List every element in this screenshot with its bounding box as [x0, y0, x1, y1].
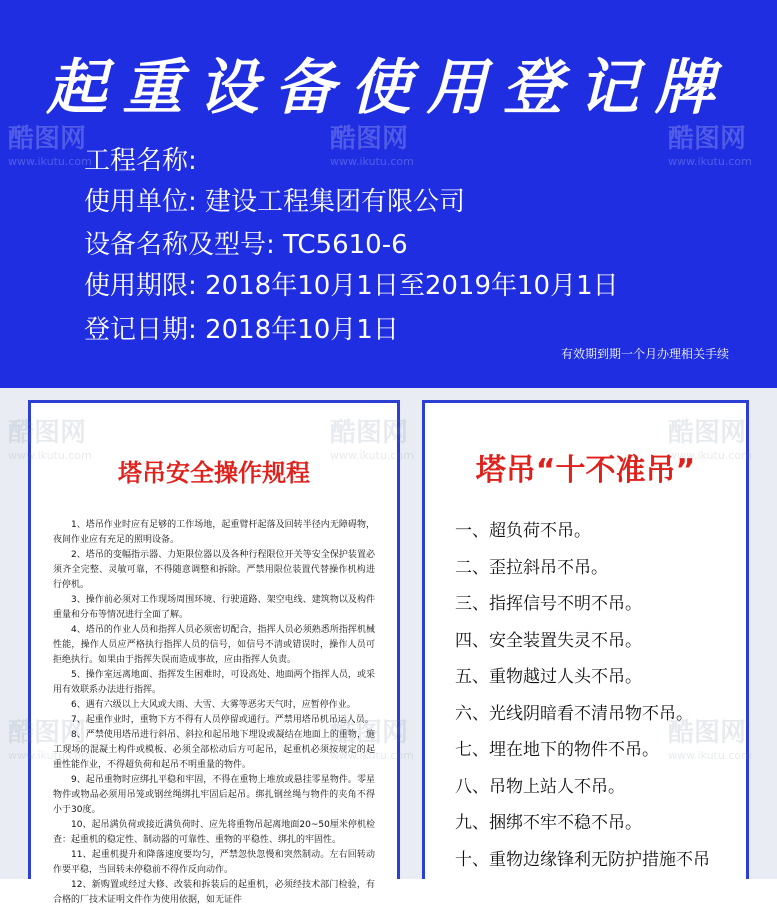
- watermark-text: 酷图网: [668, 124, 747, 154]
- watermark-url: www.ikutu.com: [668, 155, 752, 168]
- period-line: 使用期限: 2018年10月1日至2019年10月1日: [84, 271, 619, 301]
- register-date-line: 登记日期: 2018年10月1日: [84, 315, 399, 345]
- prohibition-item: 九、捆绑不牢不稳不吊。: [455, 813, 642, 833]
- prohibition-item: 二、歪拉斜吊不吊。: [455, 557, 608, 578]
- ten-prohibitions-title: 塔吊“十不准吊”: [475, 453, 696, 488]
- rule-item: 3、操作前必须对工作现场周围环境、行驶道路、架空电线、建筑物以及构件重量和分布等情况进行全面了解。: [53, 595, 375, 620]
- safety-rules-list: [53, 518, 375, 908]
- rule-item: 12、新购置或经过大修、改装和拆装后的起重机，必须经技术部门检验，有合格的厂技术证明文件作为使用依据，如无证件: [53, 880, 375, 905]
- watermark-url: www.ikutu.com: [330, 155, 414, 168]
- rule-item: 4、塔吊的作业人员和指挥人员必须密切配合，指挥人员必须熟悉所指挥机械性能，操作人员应严格执行指挥人员的信号，如信号不清或错误时，操作人员可拒绝执行。如果由于指挥失误而造成事故，应由指挥人负责。: [53, 625, 375, 665]
- prohibition-item: 三、指挥信号不明不吊。: [455, 594, 642, 614]
- prohibition-item: 十、重物边缘锋利无防护措施不吊: [455, 849, 710, 870]
- rule-item: 6、遇有六级以上大风或大雨、大雪、大雾等恶劣天气时，应暂停作业。: [71, 700, 356, 710]
- ten-prohibitions-panel: [422, 400, 749, 879]
- prohibition-item: 八、吊物上站人不吊。: [455, 776, 625, 797]
- watermark-url: www.ikutu.com: [8, 155, 92, 168]
- safety-rules-title: 塔吊安全操作规程: [118, 459, 310, 487]
- rule-item: 8、严禁使用塔吊进行斜吊、斜拉和起吊地下埋设或凝结在地面上的重物，施工现场的混凝土构件或模板、必须全部松动后方可起吊，起重机必须按规定的起重性能作业，不得超负荷和起吊不明重量的物件。: [53, 730, 375, 770]
- rule-item: 9、起吊重物时应绑扎平稳和牢固，不得在重物上堆放或悬挂零星物件。零星物件或物品必须用吊笼或钢丝绳绑扎牢固后起吊。绑扎钢丝绳与物件的夹角不得小于30度。: [53, 775, 375, 815]
- rule-item: 2、塔吊的变幅指示器、力矩限位器以及各种行程限位开关等安全保护装置必须齐全完整、灵敏可靠，不得随意调整和拆除。严禁用限位装置代替操作机构进行停机。: [53, 550, 375, 590]
- prohibition-item: 七、埋在地下的物件不吊。: [455, 740, 659, 760]
- prohibition-item: 五、重物越过人头不吊。: [455, 667, 642, 687]
- ten-prohibitions-list: [455, 513, 746, 878]
- project-name-line: 工程名称:: [84, 146, 197, 176]
- prohibition-item: 六、光线阴暗看不清吊物不吊。: [455, 703, 693, 724]
- rule-item: 1、塔吊作业时应有足够的工作场地，起重臂杆起落及回转半径内无障碍物，夜间作业应有充足的照明设备。: [53, 520, 375, 545]
- validity-note: 有效期到期一个月办理相关手续: [560, 347, 729, 361]
- prohibition-item: 四、安全装置失灵不吊。: [455, 630, 642, 651]
- safety-rules-panel: [28, 400, 400, 905]
- rule-item: 10、起吊满负荷或接近满负荷时、应先将重物吊起离地面20~50厘米停机检查：起重机的稳定性、制动器的可靠性、重物的平稳性、绑扎的牢固性。: [53, 820, 375, 845]
- equipment-line: 设备名称及型号: TC5610-6: [84, 230, 408, 260]
- watermark-text: 酷图网: [8, 124, 87, 154]
- page-title: 起重设备使用登记牌: [46, 53, 731, 123]
- prohibition-item: 一、超负荷不吊。: [455, 521, 591, 541]
- unit-line: 使用单位: 建设工程集团有限公司: [84, 187, 466, 217]
- rule-item: 5、操作室远离地面、指挥发生困难时，可设高处、地面两个指挥人员，或采用有效联系办法进行指挥。: [53, 670, 375, 695]
- watermark-text: 酷图网: [330, 124, 409, 154]
- rule-item: 11、起重机提升和降落速度要均匀，严禁忽快忽慢和突然制动。左右回转动作要平稳，当回转未停稳前不得作反向动作。: [53, 850, 375, 875]
- rule-item: 7、起重作业时，重物下方不得有人员停留或通行。严禁用塔吊机吊运人员。: [71, 715, 374, 725]
